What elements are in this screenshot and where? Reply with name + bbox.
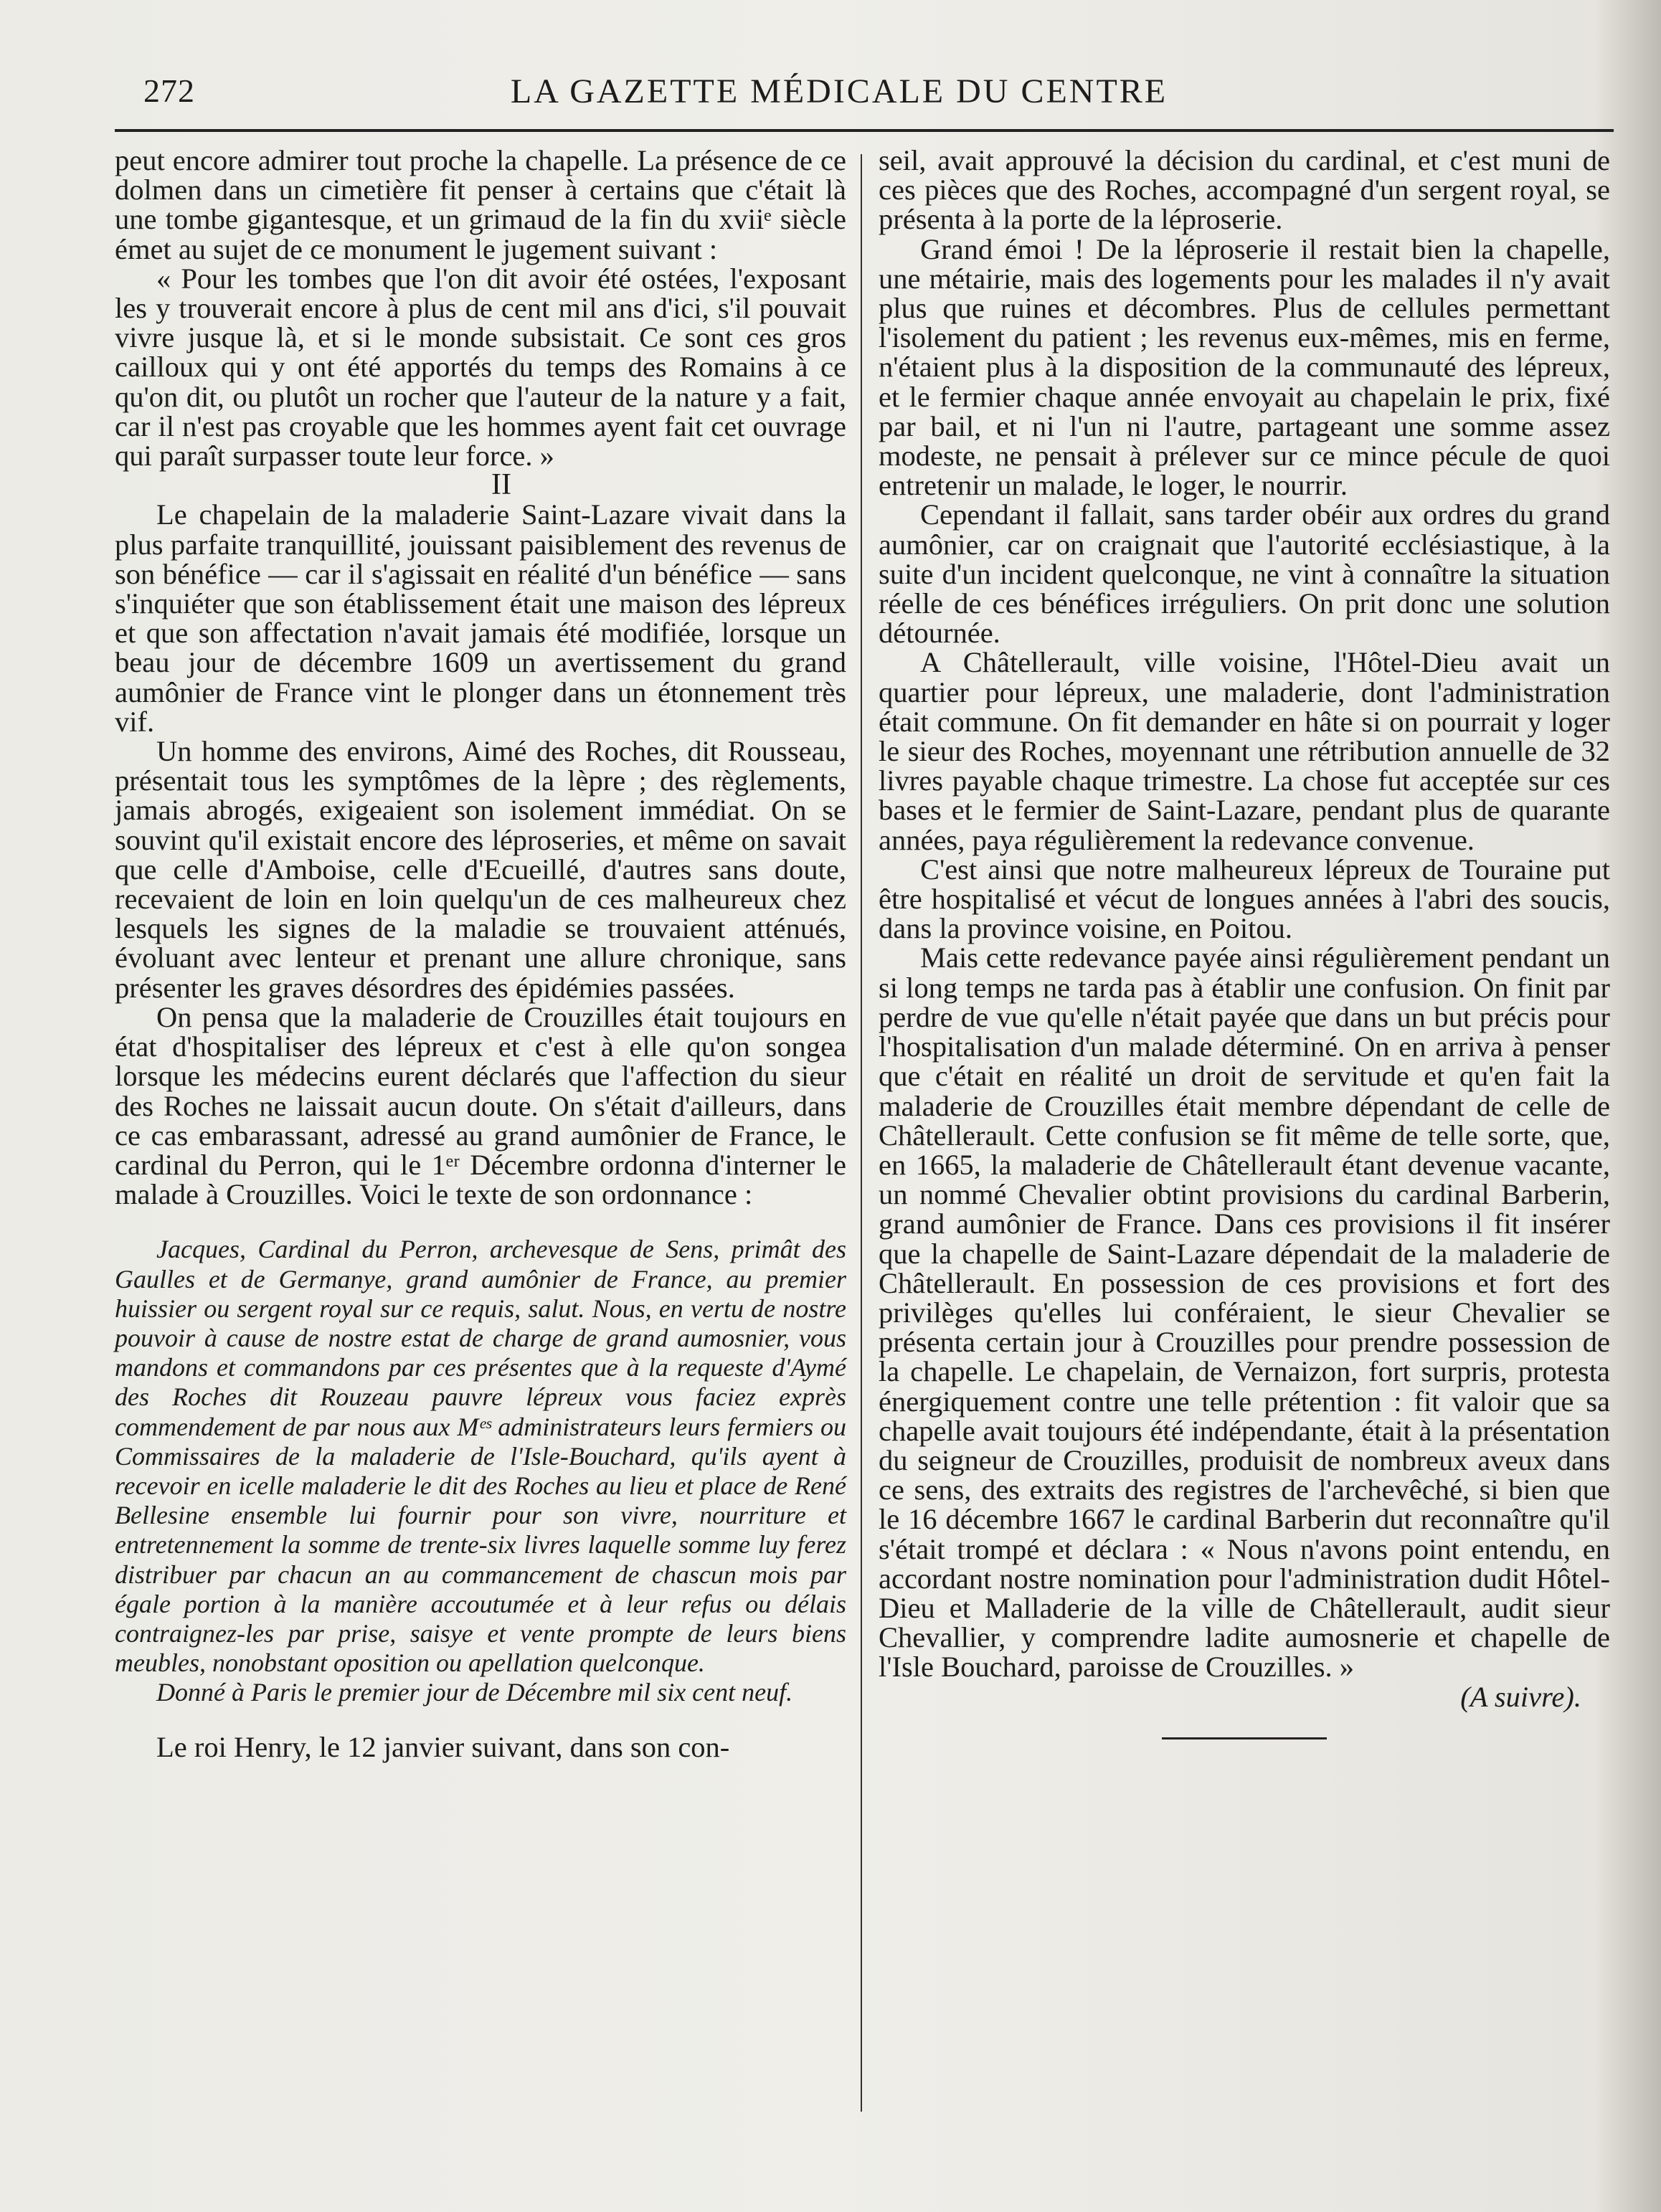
running-title: LA GAZETTE MÉDICALE DU CENTRE — [510, 72, 1168, 110]
paragraph: seil, avait approuvé la décision du cardinal, et c'est muni de ces pièces que des Roches, accompagné d'un sergent royal, se présenta à la porte de la léproserie. — [879, 144, 1610, 236]
header-rule — [115, 129, 1614, 132]
continued-note: (A suivre). — [1460, 1680, 1581, 1713]
page-number: 272 — [143, 72, 195, 109]
left-column — [115, 146, 846, 1762]
paragraph: A Châtellerault, ville voisine, l'Hôtel-Dieu avait un quartier pour lépreux, une maladerie, dont l'administration était commune. On fit demander en hâte si on pourrait y loger le sieur des Roches, moyennant une rétribution annuelle de 32 livres payable chaque trimestre. La chose fut acceptée sur ces bases et le fermier de Saint-Lazare, pendant plus de quarante années, paya régulièrement la redevance convenue. — [879, 646, 1610, 856]
paragraph: Mais cette redevance payée ainsi régulièrement pendant un si long temps ne tarda pas à établir une confusion. On finit par perdre de vue qu'elle n'était payée que dans un but précis pour l'hospitalisation d'un malade déterminé. On en arriva à penser que c'était en réalité un droit de servitude et qu'en fait la maladerie de Crouzilles était membre dépendant de celle de Châtellerault. Cette confusion se fit même de telle sorte, que, en 1665, la maladerie de Châtellerault étant devenue vacante, un nommé Chevalier obtint provisions du cardinal Barberin, grand aumônier de France. Dans ces provisions il fit insérer que la chapelle de Saint-Lazare dépendait de la maladerie de Châtellerault. En possession de ces provisions et fort des privilèges qu'elles lui conféraient, le sieur Chevalier se présenta certain jour à Crouzilles pour prendre possession de la chapelle. Le chapelain, de Vernaizon, fort surpris, protesta énergiquement contre une telle prétention : fit valoir que sa chapelle avait toujours été indépendante, était à la présentation du seigneur de Crouzilles, produisit de nombreux aveux dans ce sens, des extraits des registres de l'archevêché, si bien que le 16 décembre 1667 le cardinal Barberin dut reconnaître qu'il s'était trompé et déclara : « Nous n'avons point entendu, en accordant nostre nomination pour l'administration dudit Hôtel-Dieu et Malladerie de la ville de Châtellerault, audit sieur Chevallier, y comprendre ladite aumosnerie et chapelle de l'Isle Bouchard, paroisse de Crouzilles. » — [879, 941, 1610, 1684]
page-header — [115, 72, 1563, 122]
end-rule — [1162, 1737, 1327, 1739]
quoted-ordinance: Jacques, Cardinal du Perron, archevesque de Sens, primât des Gaulles et de Germanye, grand aumônier de France, au premier huissier ou sergent royal sur ce requis, salut. Nous, en vertu de nostre pouvoir à cause de nostre estat de charge de grand aumosnier, vous mandons et commandons par ces présentes que à la requeste d'Aymé des Roches dit Rouzeau pauvre lépreux vous faciez exprès commendement de par nous aux Mᵉˢ administrateurs leurs fermiers ou Commissaires de la maladerie de l'Isle-Bouchard, qu'ils ayent à recevoir en icelle maladerie le dit des Roches au lieu et place de René Bellesine ensemble lui fournir pour son vivre, nourriture et entretennement la somme de trente-six livres laquelle somme luy ferez distribuer par chacun an au commancement de chascun mois par égale portion à la manière accoutumée et à leur refus ou délais contraignez-les par prise, saisye et vente prompte de leurs biens meubles, nonobstant oposition ou apellation quelconque. — [115, 1235, 846, 1678]
paragraph: On pensa que la maladerie de Crouzilles était toujours en état d'hospitaliser des lépreux et c'est à elle qu'on songea lorsque les médecins eurent déclarés que l'affection du sieur des Roches ne laissait aucun doute. On s'était d'ailleurs, dans ce cas embarassant, adressé au grand aumônier de France, le cardinal du Perron, qui le 1ᵉʳ Décembre ordonna d'interner le malade à Crouzilles. Voici le texte de son ordonnance : — [115, 1000, 846, 1211]
paragraph: C'est ainsi que notre malheureux lépreux de Touraine put être hospitalisé et vécut de longues années à l'abri des soucis, dans la province voisine, en Poitou. — [879, 853, 1610, 945]
paragraph: « Pour les tombes que l'on dit avoir été ostées, l'exposant les y trouverait encore à plus de cent mil ans d'ici, s'il pouvait vivre jusque là, et si le monde subsistait. Ce sont ces gros cailloux qui y ont été apportés du temps des Romains à ce qu'on dit, ou plutôt un rocher que l'auteur de la nature y a fait, car il n'est pas croyable que les hommes ayent fait cet ouvrage qui paraît surpasser toute leur force. » — [115, 262, 846, 473]
column-divider — [861, 154, 862, 2112]
right-column — [879, 146, 1610, 1739]
paragraph: Le chapelain de la maladerie Saint-Lazare vivait dans la plus parfaite tranquillité, jouissant paisiblement des revenus de son bénéfice — car il s'agissait en réalité d'un bénéfice — sans s'inquiéter que son établissement était une maison des lépreux et que son affectation n'avait jamais été modifiée, lorsque un beau jour de décembre 1609 un avertissement du grand aumônier de France vint le plonger dans un étonnement très vif. — [115, 498, 846, 738]
paragraph: Grand émoi ! De la léproserie il restait bien la chapelle, une métairie, mais des logements pour les malades il n'y avait plus que ruines et décombres. Plus de cellules permettant l'isolement du patient ; les revenus eux-mêmes, mis en ferme, n'étaient plus à la disposition de la communauté des lépreux, et le fermier chaque année envoyait au chapelain le prix, fixé par bail, et ni l'un ni l'autre, partageant une somme assez modeste, ne pensait à prélever sur ce mince pécule de quoi entretenir un malade, le loger, le nourrir. — [879, 232, 1610, 502]
paragraph: Un homme des environs, Aimé des Roches, dit Rousseau, présentait tous les symptômes de la lèpre ; des règlements, jamais abrogés, exigeaient son isolement immédiat. On se souvint qu'il existait encore des léproseries, et même on savait que celle d'Amboise, celle d'Ecueillé, d'autres sans doute, recevaient de loin en loin quelqu'un de ces malheureux chez lesquels les signes de la maladie se trouvaient atténués, évoluant avec lenteur et prenant une allure chronique, sans présenter les graves désordres des épidémies passées. — [115, 735, 846, 1004]
quoted-ordinance-date: Donné à Paris le premier jour de Décembre mil six cent neuf. — [156, 1678, 793, 1707]
paragraph: peut encore admirer tout proche la chapelle. La présence de ce dolmen dans un cimetière fit penser à certains que c'était là une tombe gigantesque, et un grimaud de la fin du xviiᵉ siècle émet au sujet de ce monument le jugement suivant : — [115, 144, 846, 265]
section-heading: II — [491, 468, 511, 502]
paragraph: Cependant il fallait, sans tarder obéir aux ordres du grand aumônier, car on craignait que l'autorité ecclésiastique, à la suite d'un incident quelconque, ne vint à connaître la situation réelle de ces bénéfices irréguliers. On prit donc une solution détournée. — [879, 498, 1610, 650]
paragraph: Le roi Henry, le 12 janvier suivant, dans son con- — [156, 1730, 730, 1763]
